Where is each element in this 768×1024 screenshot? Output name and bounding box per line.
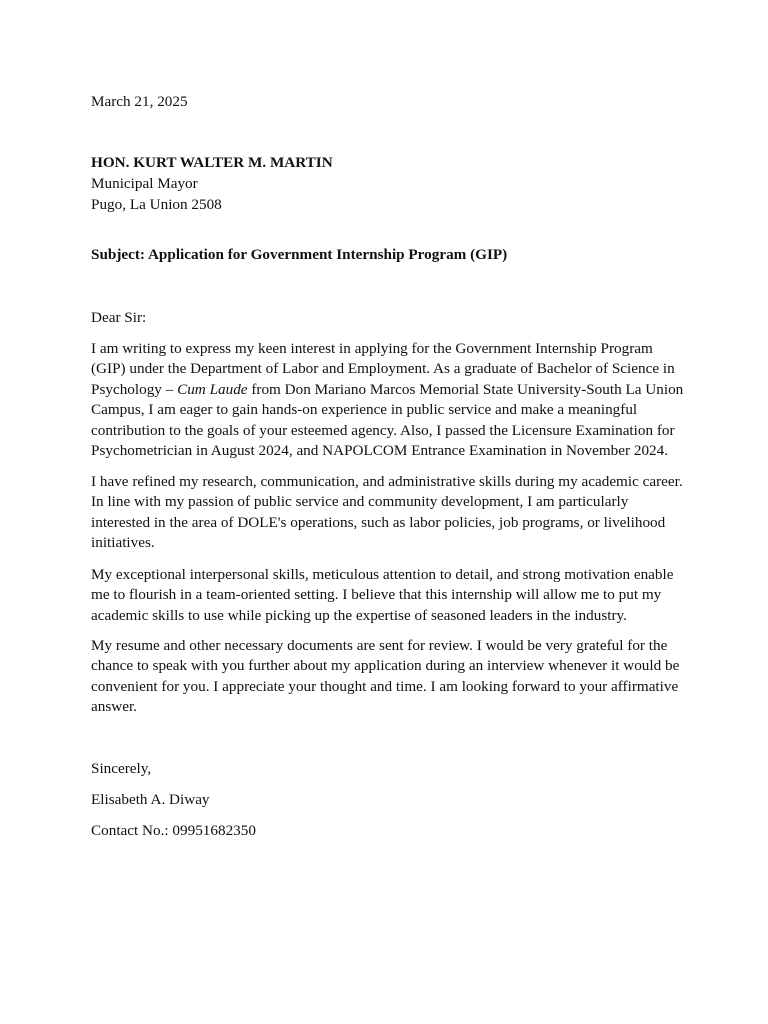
paragraph-1-line: Campus, I am eager to gain hands-on experience in public service and make a meaningful [91, 401, 638, 419]
paragraph-3-line: me to flourish in a team-oriented setting. I believe that this internship will allow me to put my [91, 586, 662, 604]
salutation: Dear Sir: [91, 309, 147, 326]
paragraph-4-line: My resume and other necessary documents are sent for review. I would be very grateful for the [91, 637, 668, 654]
paragraph-2-line: initiatives. [91, 534, 155, 552]
paragraph-3 [91, 565, 691, 626]
paragraph-1-line: contribution to the goals of your esteemed agency. Also, I passed the Licensure Examination for [91, 421, 675, 439]
paragraph-1-line [91, 380, 691, 400]
paragraph-2 [91, 472, 691, 554]
paragraph-1-line: (GIP) under the Department of Labor and Employment. As a graduate of Bachelor of Science in [91, 360, 675, 378]
letter-subject: Subject: Application for Government Internship Program (GIP) [91, 246, 508, 263]
paragraph-1-line: Psychometrician in August 2024, and NAPOLCOM Entrance Examination in November 2024. [91, 442, 669, 460]
paragraph-2-line: I have refined my research, communication, and administrative skills during my academic career. [91, 473, 683, 490]
paragraph-4 [91, 636, 691, 718]
closing: Sincerely, [91, 760, 152, 777]
paragraph-1 [91, 339, 691, 461]
paragraph-3-line: My exceptional interpersonal skills, meticulous attention to detail, and strong motivation enable [91, 566, 674, 583]
paragraph-1-text: from Don Mariano Marcos Memorial State University-South La Union [247, 380, 684, 398]
recipient-name: HON. KURT WALTER M. MARTIN [91, 154, 333, 171]
letter-date: March 21, 2025 [91, 93, 188, 110]
paragraph-2-line: interested in the area of DOLE's operations, such as labor policies, job programs, or livelihood [91, 513, 666, 531]
paragraph-2-line: In line with my passion of public service and community development, I am particularly [91, 493, 629, 511]
paragraph-4-line: convenient for you. I appreciate your thought and time. I am looking forward to your affirmative [91, 677, 679, 695]
cum-laude-honor: Cum Laude [177, 380, 248, 398]
paragraph-1-text: Psychology – [91, 380, 178, 398]
contact-number: Contact No.: 09951682350 [91, 822, 256, 839]
paragraph-4-line: chance to speak with you further about my application during an interview whenever it would be [91, 657, 680, 675]
recipient-address: Pugo, La Union 2508 [91, 196, 222, 213]
paragraph-1-line: I am writing to express my keen interest in applying for the Government Internship Program [91, 340, 653, 357]
paragraph-4-line: answer. [91, 698, 137, 716]
recipient-title: Municipal Mayor [91, 175, 198, 192]
signatory-name: Elisabeth A. Diway [91, 791, 210, 808]
paragraph-3-line: academic skills to use while picking up the expertise of seasoned leaders in the industry. [91, 606, 627, 624]
